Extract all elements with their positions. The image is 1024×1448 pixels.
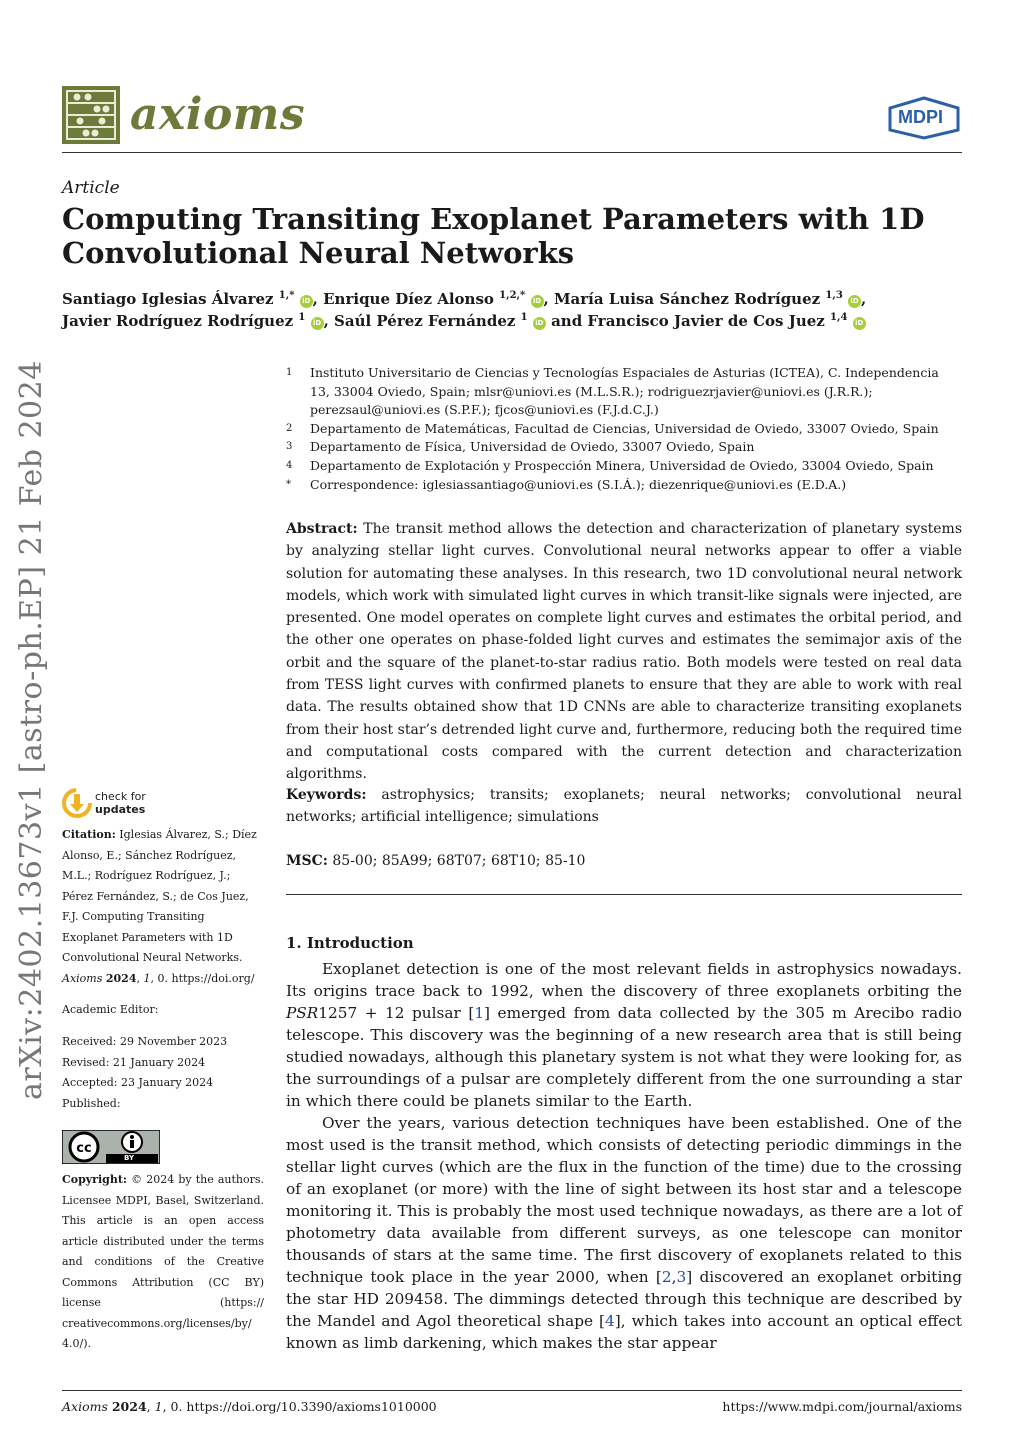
text-run: ] discovered an exoplanet orbiting the star HD 209458. The dimmings detected through this technique are described by the Mandel and Agol theoretical shape [: [286, 1268, 962, 1330]
academic-editor: Academic Editor:: [62, 1003, 159, 1016]
author-name[interactable]: Enrique Díez Alonso: [323, 290, 494, 308]
paragraph: [286, 1112, 962, 1354]
cc-by-label: BY: [124, 1154, 135, 1162]
author-affiliation-marker: 1: [520, 312, 528, 323]
affiliation-item: [286, 364, 962, 420]
citation-year: 2024: [105, 971, 137, 985]
citation-volume: 1: [143, 971, 151, 985]
paragraph: [286, 958, 962, 1112]
math-text: 1257 + 12: [318, 1004, 405, 1022]
citation-link[interactable]: 3: [676, 1268, 687, 1286]
authors-line: [62, 306, 866, 333]
abstract: [286, 518, 962, 786]
text-run: Over the years, various detection techniques have been established. One of the most used is the transit method, which consists of detecting periodic dimmings in the stellar light curves (which are the flux in the function of the time) due to the crossing of an exoplanet (or more) with the line of sight between its host star and a telescope monitoring it. This is probably the most used technique nowadays, as there are a lot of photometry data available from different surveys, as one telescope can monitor thousands of stars at the same time. The first discovery of exoplanets related to this technique took place in the year 2000, when [: [286, 1114, 962, 1286]
cc-by-icon: [62, 1130, 160, 1164]
footer-divider: [62, 1390, 962, 1391]
mdpi-logo-text: MDPI: [898, 107, 943, 127]
msc-text: 85-00; 85A99; 68T07; 68T10; 85-10: [332, 853, 586, 869]
footer-doi[interactable]: , 0. https://doi.org/10.3390/axioms1010000: [162, 1399, 437, 1414]
citation-doi[interactable]: , 0. https://doi.org/: [150, 971, 255, 985]
copyright-notice: [62, 1170, 264, 1355]
affiliation-item: [286, 457, 962, 476]
copyright-text: © 2024 by the authors. Licensee MDPI, Basel, Switzerland. This article is an open access article distributed under the terms and conditions of the Creative Commons Attribution (CC BY) license (https:// creativecommons.org/licenses/by/ 4.0/).: [62, 1173, 265, 1350]
affiliation-text: Departamento de Física, Universidad de Oviedo, 33007 Oviedo, Spain: [310, 439, 755, 455]
check-updates-label[interactable]: [95, 790, 146, 816]
author-separator: ,: [323, 312, 335, 330]
citation-text: Iglesias Álvarez, S.; Díez Alonso, E.; Sánchez Rodríguez, M.L.; Rodríguez Rodríguez, J.; Pérez Fernández, S.; de Cos Juez, F.J. Computing Transiting Exoplanet Parameters with 1D Convolutional Neural Networks.: [62, 828, 257, 964]
author-affiliation-marker: 1,4: [830, 312, 848, 323]
affiliation-item: [286, 438, 962, 457]
section-body: [286, 958, 962, 1354]
text-run: ,: [671, 1268, 677, 1286]
affiliation-mark: 1: [286, 367, 293, 378]
check-updates-line: updates: [95, 803, 146, 816]
keywords-text: astrophysics; transits; exoplanets; neural networks; convolutional neural networks; artificial intelligence; simulations: [286, 787, 962, 826]
author-separator: ,: [312, 290, 324, 308]
revised-date: Revised: 21 January 2024: [62, 1055, 206, 1069]
footer-volume: 1: [154, 1399, 163, 1414]
msc: [286, 850, 962, 872]
arxiv-identifier[interactable]: arXiv:2402.13673v1 [astro-ph.EP] 21 Feb 2024: [14, 360, 49, 1100]
affiliation-mark: *: [286, 478, 291, 490]
header-divider: [62, 152, 962, 153]
affiliation-text: Correspondence: iglesiassantiago@uniovi.es (S.I.Á.); diezenrique@uniovi.es (E.D.A.): [310, 476, 847, 492]
author-affiliation-marker: 1,3: [825, 290, 843, 301]
text-run: ], which takes into account an optical effect known as limb darkening, which makes the star appear: [286, 1312, 962, 1352]
affiliations: [286, 364, 962, 494]
citation-link[interactable]: 1: [474, 1004, 485, 1022]
author-affiliation-marker: 1,2,*: [499, 290, 526, 301]
orcid-icon[interactable]: iD: [533, 317, 546, 330]
author-separator: ,: [543, 290, 554, 308]
affiliation-item: [286, 420, 962, 439]
footer-citation: Axioms 2024, 1, 0. https://doi.org/10.3390/axioms1010000: [62, 1399, 437, 1414]
text-run: ] emerged from data collected by the 305 m Arecibo radio telescope. This discovery was the beginning of a new research area that is still being studied nowadays, although this planetary system is not what they were looking for, as the surroundings of a pulsar are completely different from the one surrounding a star in which there could be planets similar to the Earth.: [286, 1004, 962, 1110]
affiliation-text: Departamento de Matemáticas, Facultad de Ciencias, Universidad de Oviedo, 33007 Oviedo, Spain: [310, 420, 939, 436]
affiliation-mark: 4: [286, 459, 293, 471]
affiliation-text: Departamento de Explotación y Prospección Minera, Universidad de Oviedo, 33004 Oviedo, Spain: [310, 457, 934, 473]
journal-logo-icon: [62, 86, 120, 144]
citation: Citation: Iglesias Álvarez, S.; Díez Alonso, E.; Sánchez Rodríguez, M.L.; Rodríguez Rodríguez, J.; Pérez Fernández, S.; de Cos Juez, F.J. Computing Transiting Exoplanet Parameters with 1D Convolutional Neural Networks. Axioms 2024, 1, 0. https://doi.org/: [62, 828, 257, 985]
publication-dates: [62, 1032, 264, 1114]
orcid-icon[interactable]: iD: [848, 295, 861, 308]
affiliation-text: Instituto Universitario de Ciencias y Tecnologías Espaciales de Asturias (ICTEA), C. Independencia 13, 33004 Oviedo, Spain; mlsr@uniovi.es (M.L.S.R.); rodriguezrjavier@uniovi.es (J.R.R.); perezsaul@uniovi.es (S.P.F.); fjcos@uniovi.es (F.J.d.C.J.): [310, 365, 939, 418]
journal-name: axioms: [130, 89, 306, 140]
author-affiliation-marker: 1: [298, 312, 306, 323]
citation-label: Citation:: [62, 828, 116, 841]
footer-journal: Axioms: [62, 1399, 108, 1414]
accepted-date: Accepted: 23 January 2024: [62, 1076, 214, 1089]
author-name[interactable]: Javier Rodríguez Rodríguez: [62, 312, 294, 330]
received-date: Received: 29 November 2023: [62, 1035, 228, 1048]
footer-year: 2024: [111, 1399, 147, 1414]
abstract-divider: [286, 894, 962, 895]
citation-link[interactable]: 4: [605, 1312, 615, 1330]
author-separator: ,: [861, 290, 867, 308]
mdpi-logo: [886, 96, 962, 140]
abstract-text: The transit method allows the detection and characterization of planetary systems by analyzing stellar light curves. Convolutional neural networks appear to offer a viable solution for automating these analyses. In this research, two 1D convolutional neural network models, which work with simulated light curves in which transit-like signals were injected, are presented. One model operates on complete light curves and estimates the orbital period, and the other one operates on phase-folded light curves and estimates the semimajor axis of the orbit and the square of the planet-to-star radius ratio. Both models were tested on real data from TESS light curves with confirmed planets to ensure that they are able to work with real data. The results obtained show that 1D CNNs are able to characterize transiting exoplanets from their host star’s detrended light curve and, furthermore, reducing both the required time and computational costs compared with the current detection and characterization algorithms.: [286, 521, 963, 783]
affiliation-mark: 2: [286, 422, 293, 434]
orcid-icon[interactable]: iD: [853, 317, 866, 330]
msc-label: MSC:: [286, 853, 328, 869]
section-heading: 1. Introduction: [286, 934, 414, 952]
article-type: Article: [62, 178, 120, 198]
affiliation-mark: 3: [286, 441, 293, 453]
footer-journal-url[interactable]: https://www.mdpi.com/journal/axioms: [722, 1399, 962, 1414]
math-text: PSR: [286, 1004, 319, 1022]
author-name[interactable]: Saúl Pérez Fernández: [334, 312, 516, 330]
citation-link[interactable]: 2: [661, 1268, 672, 1286]
check-updates-line: check for: [95, 790, 146, 803]
abstract-label: Abstract:: [286, 521, 358, 537]
author-conjunction: and: [551, 312, 588, 330]
author-name[interactable]: Santiago Iglesias Álvarez: [62, 290, 274, 308]
published-date: Published:: [62, 1096, 121, 1110]
citation-journal: Axioms: [62, 971, 103, 985]
text-run: Exoplanet detection is one of the most relevant fields in astrophysics nowadays. Its origins trace back to 1992, when the discovery of three exoplanets orbiting the: [286, 960, 962, 1000]
svg-text:cc: cc: [76, 1141, 92, 1156]
copyright-label: Copyright:: [62, 1173, 127, 1186]
cc-by-badge[interactable]: [62, 1130, 160, 1164]
orcid-icon[interactable]: iD: [531, 295, 544, 308]
text-run: pulsar [: [404, 1004, 475, 1022]
author-name[interactable]: Francisco Javier de Cos Juez: [587, 312, 825, 330]
orcid-icon[interactable]: iD: [300, 295, 313, 308]
article-title: Computing Transiting Exoplanet Parameters with 1D Convolutional Neural Networks: [62, 202, 925, 270]
orcid-icon[interactable]: iD: [311, 317, 324, 330]
author-name[interactable]: María Luisa Sánchez Rodríguez: [553, 290, 821, 308]
keywords-label: Keywords:: [286, 787, 367, 803]
keywords: [286, 784, 962, 829]
author-affiliation-marker: 1,*: [278, 290, 295, 301]
affiliation-item: [286, 476, 962, 495]
